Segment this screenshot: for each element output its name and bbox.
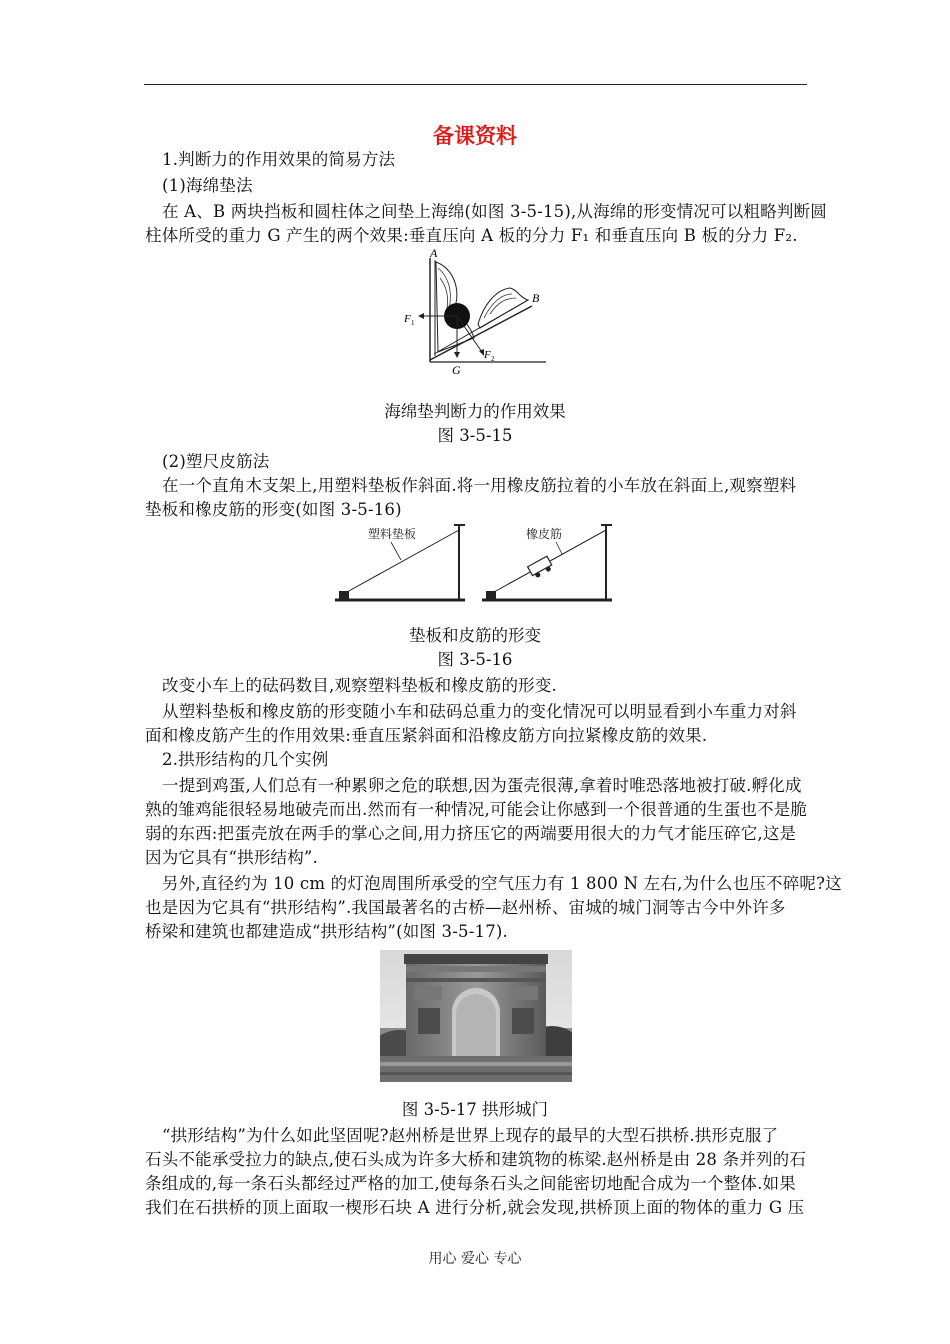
paragraph-line: 弱的东西:把蛋壳放在两手的掌心之间,用力挤压它的两端要用很大的力气才能压碎它,这是: [145, 824, 797, 843]
paragraph-line: 面和橡皮筋产生的作用效果:垂直压紧斜面和沿橡皮筋方向拉紧橡皮筋的效果.: [145, 726, 708, 745]
label-f1-sub: 1: [411, 319, 415, 327]
paragraph-line: “拱形结构”为什么如此坚固呢?赵州桥是世界上现存的最早的大型石拱桥.拱形克服了: [162, 1126, 779, 1145]
figure-caption: 图 3-5-17 拱形城门: [401, 1100, 549, 1119]
label-g: G: [452, 363, 461, 377]
label-rubber-band: 橡皮筋: [526, 527, 563, 541]
page-footer: 用心 爱心 专心: [428, 1251, 522, 1267]
paragraph-line: 改变小车上的砝码数目,观察塑料垫板和橡皮筋的形变.: [162, 676, 557, 695]
subheading-ruler-rubberband: (2)塑尺皮筋法: [162, 452, 270, 471]
label-f2-sub: 2: [491, 355, 495, 363]
figure-number: 图 3-5-15: [437, 426, 513, 445]
paragraph-line: 也是因为它具有“拱形结构”.我国最著名的古桥—赵州桥、宙城的城门洞等古今中外许多: [145, 898, 786, 917]
subheading-sponge: (1)海绵垫法: [162, 176, 253, 195]
paragraph-line: 桥梁和建筑也都建造成“拱形结构”(如图 3-5-17).: [145, 922, 508, 941]
figure-number: 图 3-5-16: [437, 650, 513, 669]
paragraph-line: 熟的雏鸡能很轻易地破壳而出.然而有一种情况,可能会让你感到一个很普通的生蛋也不是脆: [145, 800, 808, 819]
paragraph-line: 柱体所受的重力 G 产生的两个效果:垂直压向 A 板的分力 F₁ 和垂直压向 B 板的分力 F₂.: [145, 226, 798, 245]
paragraph-line: 从塑料垫板和橡皮筋的形变随小车和砝码总重力的变化情况可以明显看到小车重力对斜: [162, 702, 797, 721]
plastic-board-diagram: [335, 520, 470, 604]
page-title: 备课资料: [433, 124, 517, 148]
header-rule: [144, 84, 807, 85]
label-plastic-board: 塑料垫板: [368, 527, 417, 541]
section-heading-1: 1.判断力的作用效果的简易方法: [162, 150, 396, 169]
arch-gate-photo: [380, 950, 572, 1082]
figure-caption: 海绵垫判断力的作用效果: [384, 402, 566, 421]
paragraph-line: 条组成的,每一条石头都经过严格的加工,使每条石头之间能密切地配合成为一个整体.如果: [145, 1174, 796, 1193]
paragraph-line: 在 A、B 两块挡板和圆柱体之间垫上海绵(如图 3-5-15),从海绵的形变情况可以粗略判断圆: [162, 202, 827, 221]
paragraph-line: 因为它具有“拱形结构”.: [145, 848, 319, 867]
paragraph-line: 在一个直角木支架上,用塑料垫板作斜面.将一用橡皮筋拉着的小车放在斜面上,观察塑料: [162, 476, 797, 495]
label-f2: F: [484, 349, 491, 361]
label-b: B: [532, 291, 540, 305]
paragraph-line: 一提到鸡蛋,人们总有一种累卵之危的联想,因为蛋壳很薄,拿着时唯恐落地被打破.孵化成: [162, 776, 802, 795]
label-f1: F: [404, 313, 411, 325]
rubber-band-cart-diagram: [482, 520, 617, 604]
figure-caption: 垫板和皮筋的形变: [409, 626, 541, 645]
paragraph-line: 我们在石拱桥的顶上面取一楔形石块 A 进行分析,就会发现,拱桥顶上面的物体的重力 G 压: [145, 1198, 805, 1217]
paragraph-line: 另外,直径约为 10 cm 的灯泡周围所承受的空气压力有 1 800 N 左右,为什么也压不碎呢?这: [162, 874, 842, 893]
section-heading-2: 2.拱形结构的几个实例: [162, 750, 329, 769]
label-a: A: [430, 248, 438, 260]
sponge-force-diagram: [400, 248, 550, 378]
paragraph-line: 石头不能承受拉力的缺点,使石头成为许多大桥和建筑物的栋梁.赵州桥是由 28 条并列的石: [145, 1150, 807, 1169]
paragraph-line: 垫板和橡皮筋的形变(如图 3-5-16): [145, 500, 402, 519]
